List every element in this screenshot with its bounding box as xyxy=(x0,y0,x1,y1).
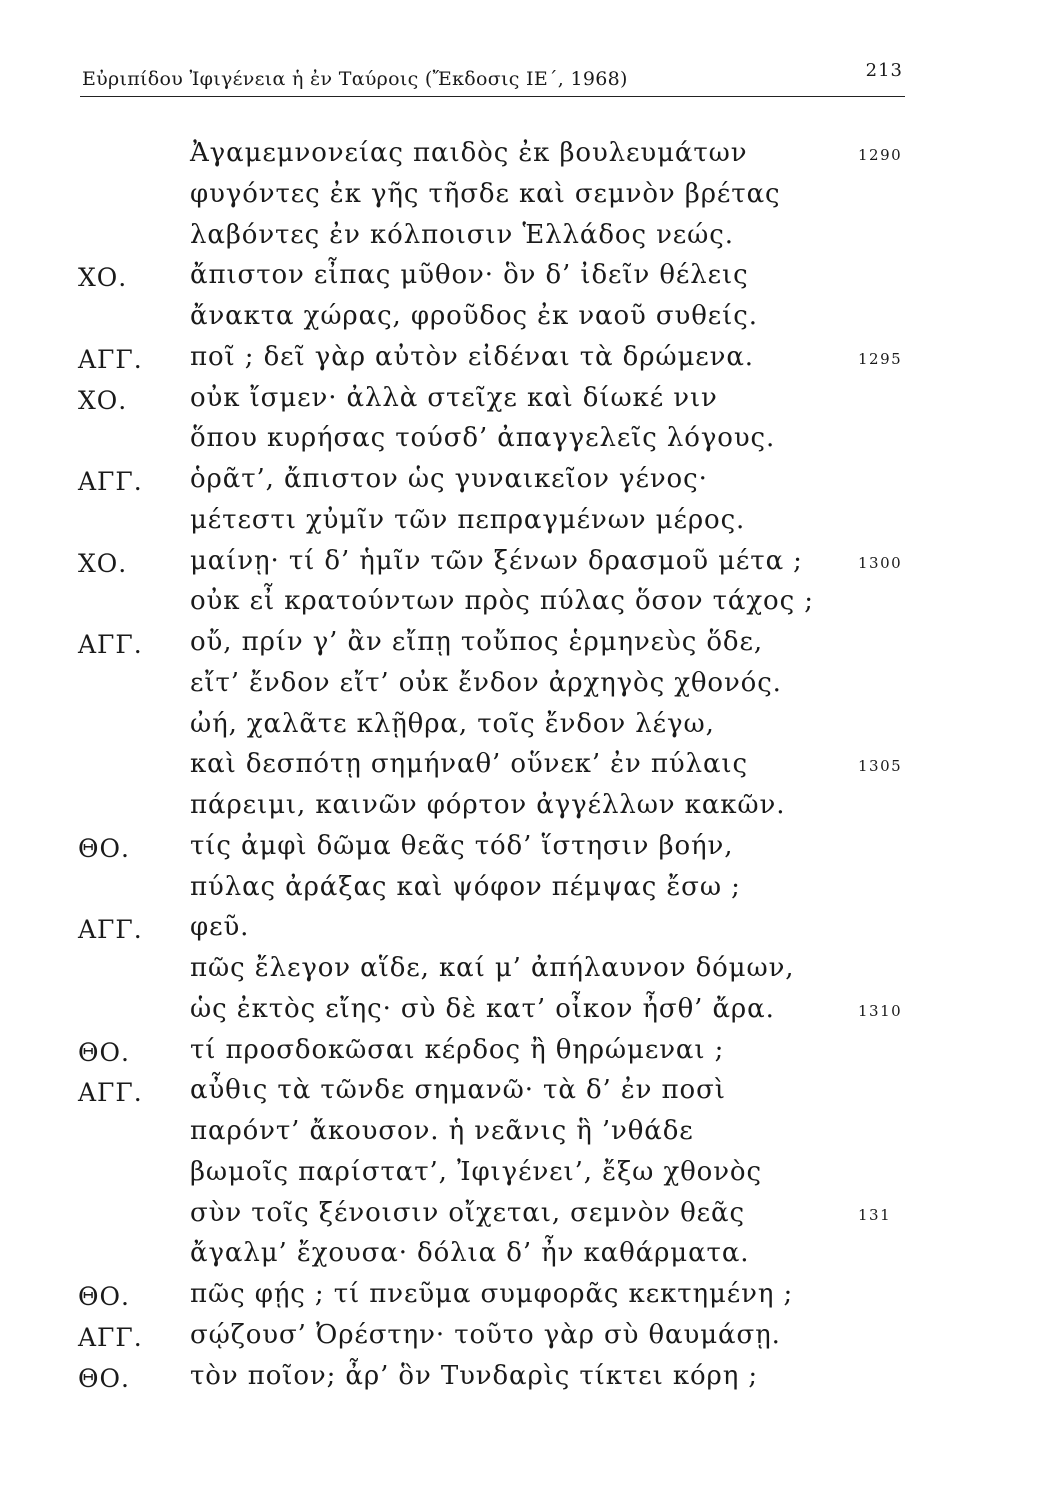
line-number: 1310 xyxy=(858,1001,903,1020)
line-number: 131 xyxy=(858,1205,892,1224)
page-number: 213 xyxy=(865,60,903,81)
verse-line xyxy=(0,831,1061,875)
speaker-label: ΑΓΓ. xyxy=(78,467,143,496)
verse-line xyxy=(0,138,1061,182)
verse-text: οὐκ ἴσμεν· ἀλλὰ στεῖχε καὶ δίωκέ νιν xyxy=(190,382,718,413)
verse-text: τὸν ποῖον; ἆρ’ ὃν Τυνδαρὶς τίκτει κόρη ; xyxy=(190,1360,759,1391)
verse-text: τίς ἀμφὶ δῶμα θεᾶς τόδ’ ἵστησιν βοήν, xyxy=(190,830,734,861)
verse-text: ἄγαλμ’ ἔχουσα· δόλια δ’ ἦν καθάρματα. xyxy=(190,1238,750,1269)
verse-text: τί προσδοκῶσαι κέρδος ἢ θηρώμεναι ; xyxy=(190,1034,725,1065)
speaker-label: ΧΟ. xyxy=(78,548,128,578)
verse-line xyxy=(0,668,1061,712)
verse-text: ὠή, χαλᾶτε κλῇθρα, τοῖς ἔνδον λέγω, xyxy=(190,708,715,739)
verse-text: φεῦ. xyxy=(190,912,250,943)
verse-line xyxy=(0,342,1061,386)
verse-line xyxy=(0,1035,1061,1079)
verse-line xyxy=(0,749,1061,793)
verse-text: σὺν τοῖς ξένοισιν οἴχεται, σεμνὸν θεᾶς xyxy=(190,1197,745,1228)
speaker-label: ΘΟ. xyxy=(78,833,130,863)
verse-line xyxy=(0,1320,1061,1364)
speaker-label: ΘΟ. xyxy=(78,1363,130,1393)
verse-text: καὶ δεσπότῃ σημήναθ’ οὕνεκ’ ἐν πύλαις xyxy=(190,749,748,780)
verse-text: ποῖ ; δεῖ γὰρ αὐτὸν εἰδέναι τὰ δρώμενα. xyxy=(190,341,754,372)
verse-text: σῴζουσ’ Ὀρέστην· τοῦτο γὰρ σὺ θαυμάσῃ. xyxy=(190,1319,781,1350)
verse-text: πῶς φῄς ; τί πνεῦμα συμφορᾶς κεκτημένη ; xyxy=(190,1279,794,1309)
verse-text: λαβόντες ἐν κόλποισιν Ἑλλάδος νεώς. xyxy=(190,219,734,250)
verse-line xyxy=(0,1075,1061,1119)
line-number: 1295 xyxy=(858,349,903,368)
verse-line xyxy=(0,586,1061,630)
verse-text: εἴτ’ ἔνδον εἴτ’ οὐκ ἔνδον ἀρχηγὸς χθονός. xyxy=(190,667,782,698)
verse-text: παρόντ’ ἄκουσον. ἡ νεᾶνις ἣ ’νθάδε xyxy=(190,1116,694,1146)
verse-line xyxy=(0,1157,1061,1201)
verse-line xyxy=(0,301,1061,345)
speaker-label: ΧΟ. xyxy=(78,385,128,415)
running-title: Εὐριπίδου Ἰφιγένεια ἡ ἐν Ταύροις (Ἔκδοσις ΙΕ΄, 1968) xyxy=(82,68,628,90)
verse-line xyxy=(0,1361,1061,1405)
verse-line xyxy=(0,790,1061,834)
verse-line xyxy=(0,179,1061,223)
verse-text: ἄπιστον εἶπας μῦθον· ὃν δ’ ἰδεῖν θέλεις xyxy=(190,260,749,291)
verse-line xyxy=(0,709,1061,753)
verse-text: ἄνακτα χώρας, φροῦδος ἐκ ναοῦ συθείς. xyxy=(190,301,758,331)
running-head xyxy=(80,62,905,97)
speaker-label: ΑΓΓ. xyxy=(78,630,143,659)
verse-line xyxy=(0,872,1061,916)
speaker-label: ΘΟ. xyxy=(78,1037,130,1067)
speaker-label: ΑΓΓ. xyxy=(78,1322,143,1352)
verse-line xyxy=(0,423,1061,467)
verse-line xyxy=(0,1116,1061,1160)
verse-line xyxy=(0,220,1061,264)
verse-text: πύλας ἀράξας καὶ ψόφον πέμψας ἔσω ; xyxy=(190,871,741,902)
line-number: 1305 xyxy=(858,757,903,776)
verse-text: ὡς ἐκτὸς εἴης· σὺ δὲ κατ’ οἶκον ἦσθ’ ἄρα. xyxy=(190,993,775,1024)
verse-line xyxy=(0,383,1061,427)
verse-text: φυγόντες ἐκ γῆς τῆσδε καὶ σεμνὸν βρέτας xyxy=(190,178,781,209)
verse-line xyxy=(0,464,1061,508)
verse-line xyxy=(0,1238,1061,1282)
speaker-label: ΘΟ. xyxy=(78,1282,130,1311)
line-number: 1290 xyxy=(858,146,903,164)
verse-text: αὖθις τὰ τῶνδε σημανῶ· τὰ δ’ ἐν ποσὶ xyxy=(190,1075,726,1106)
verse-line xyxy=(0,953,1061,997)
verse-line xyxy=(0,505,1061,549)
speaker-label: ΧΟ. xyxy=(78,263,128,293)
verse-line xyxy=(0,994,1061,1038)
verse-line xyxy=(0,546,1061,590)
verse-text: πῶς ἔλεγον αἵδε, καί μ’ ἀπήλαυνον δόμων, xyxy=(190,953,795,983)
verse-line xyxy=(0,627,1061,671)
speaker-label: ΑΓΓ. xyxy=(78,1078,143,1108)
verse-text: Ἀγαμεμνονείας παιδὸς ἐκ βουλευμάτων xyxy=(190,138,748,168)
verse-text: πάρειμι, καινῶν φόρτον ἀγγέλλων κακῶν. xyxy=(190,790,786,820)
verse-line xyxy=(0,1198,1061,1242)
line-number: 1300 xyxy=(858,553,903,572)
verse-text: οὐκ εἶ κρατούντων πρὸς πύλας ὅσον τάχος ; xyxy=(190,586,814,617)
verse-text: οὔ, πρίν γ’ ἂν εἴπῃ τοὔπος ἑρμηνεὺς ὅδε, xyxy=(190,627,763,657)
verse-text: μέτεστι χὐμῖν τῶν πεπραγμένων μέρος. xyxy=(190,504,746,535)
verse-line xyxy=(0,1279,1061,1323)
speaker-label: ΑΓΓ. xyxy=(78,344,143,374)
verse-text: ὁρᾶτ’, ἄπιστον ὡς γυναικεῖον γένος· xyxy=(190,464,708,494)
verse-text: βωμοῖς παρίστατ’, Ἰφιγένει’, ἔξω χθονὸς xyxy=(190,1156,762,1187)
verse-text: ὅπου κυρήσας τούσδ’ ἀπαγγελεῖς λόγους. xyxy=(190,423,776,454)
verse-line xyxy=(0,260,1061,304)
verse-line xyxy=(0,912,1061,956)
speaker-label: ΑΓΓ. xyxy=(78,915,143,945)
verse-text: μαίνῃ· τί δ’ ἡμῖν τῶν ξένων δρασμοῦ μέτα ; xyxy=(190,545,803,576)
